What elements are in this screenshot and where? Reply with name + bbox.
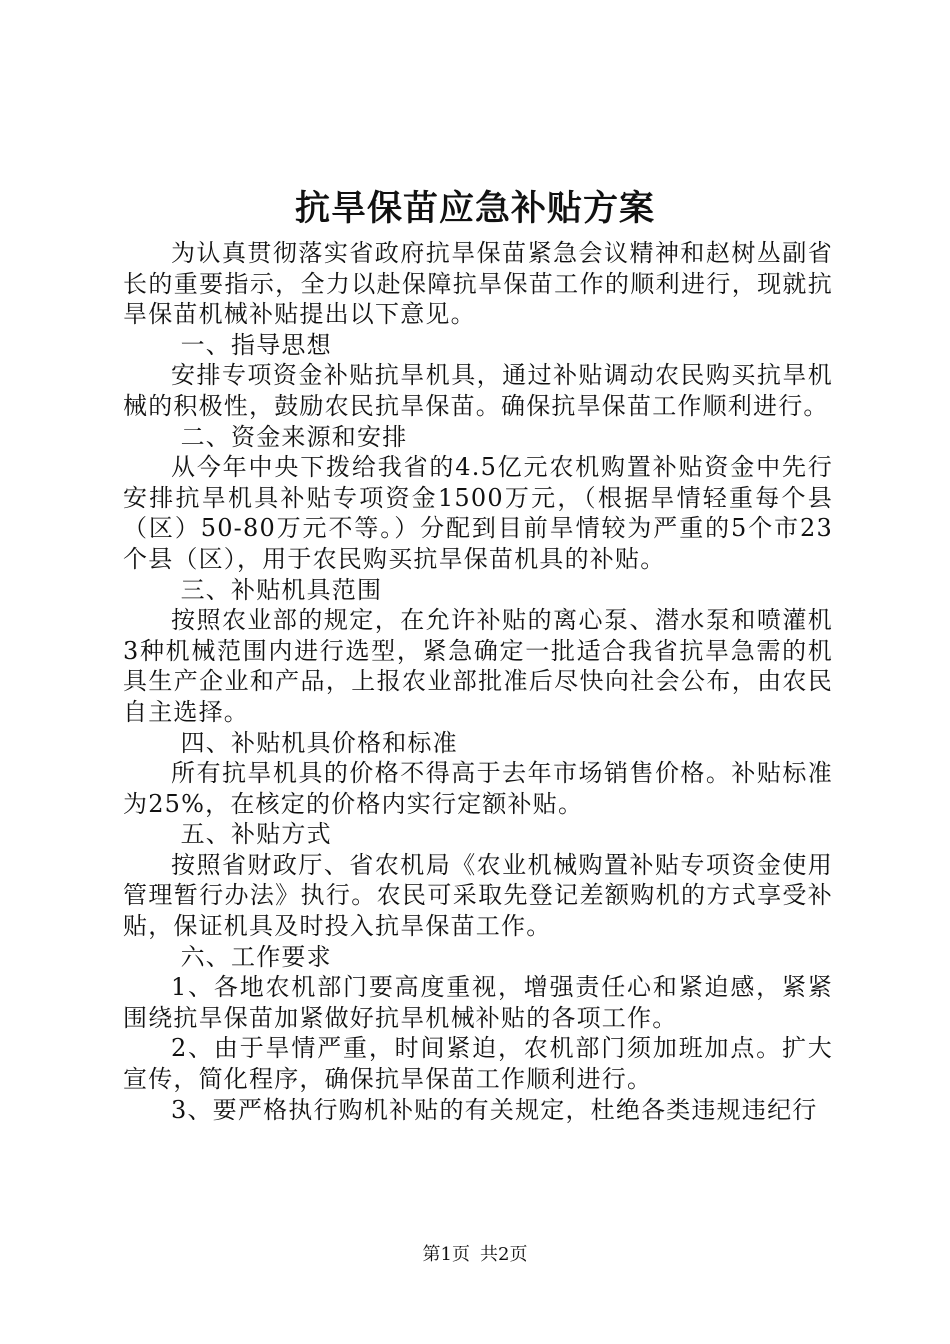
body-paragraph: 按照省财政厅、省农机局《农业机械购置补贴专项资金使用管理暂行办法》执行。农民可采取先登记差额购机的方式享受补贴，保证机具及时投入抗旱保苗工作。 bbox=[123, 850, 833, 941]
page-number: 第1页 bbox=[422, 1244, 470, 1265]
body-paragraph: 从今年中央下拨给我省的4.5亿元农机购置补贴资金中先行安排抗旱机具补贴专项资金1500万元，（根据旱情轻重每个县（区）50-80万元不等。）分配到目前旱情较为严重的5个市23个县（区），用于农民购买抗旱保苗机具的补贴。 bbox=[123, 453, 833, 573]
page-total: 共2页 bbox=[480, 1244, 528, 1265]
document-body bbox=[123, 238, 833, 1125]
requirement-item: 3、要严格执行购机补贴的有关规定，杜绝各类违规违纪行 bbox=[171, 1095, 818, 1124]
body-paragraph: 安排专项资金补贴抗旱机具，通过补贴调动农民购买抗旱机械的积极性，鼓励农民抗旱保苗。确保抗旱保苗工作顺利进行。 bbox=[123, 361, 833, 420]
body-paragraph: 按照农业部的规定，在允许补贴的离心泵、潜水泵和喷灌机3种机械范围内进行选型，紧急确定一批适合我省抗旱急需的机具生产企业和产品，上报农业部批准后尽快向社会公布，由农民自主选择。 bbox=[123, 606, 833, 726]
requirement-item: 2、由于旱情严重，时间紧迫，农机部门须加班加点。扩大宣传，简化程序，确保抗旱保苗工作顺利进行。 bbox=[123, 1034, 833, 1094]
document-title: 抗旱保苗应急补贴方案 bbox=[294, 188, 655, 229]
section-heading-guiding-ideology: 一、指导思想 bbox=[180, 330, 332, 359]
body-paragraph: 所有抗旱机具的价格不得高于去年市场销售价格。补贴标准为25%，在核定的价格内实行定额补贴。 bbox=[123, 759, 833, 818]
section-heading-price-standard: 四、补贴机具价格和标准 bbox=[180, 728, 458, 757]
section-heading-work-requirements: 六、工作要求 bbox=[180, 942, 332, 971]
requirement-item: 1、各地农机部门要高度重视，增强责任心和紧迫感，紧紧围绕抗旱保苗加紧做好抗旱机械补贴的各项工作。 bbox=[123, 973, 833, 1032]
section-heading-equipment-scope: 三、补贴机具范围 bbox=[180, 575, 383, 604]
section-heading-subsidy-method: 五、补贴方式 bbox=[180, 820, 332, 849]
section-heading-funding: 二、资金来源和安排 bbox=[180, 422, 408, 451]
intro-paragraph: 为认真贯彻落实省政府抗旱保苗紧急会议精神和赵树丛副省长的重要指示，全力以赴保障抗旱保苗工作的顺利进行，现就抗旱保苗机械补贴提出以下意见。 bbox=[123, 239, 833, 329]
page-footer bbox=[0, 1243, 950, 1267]
